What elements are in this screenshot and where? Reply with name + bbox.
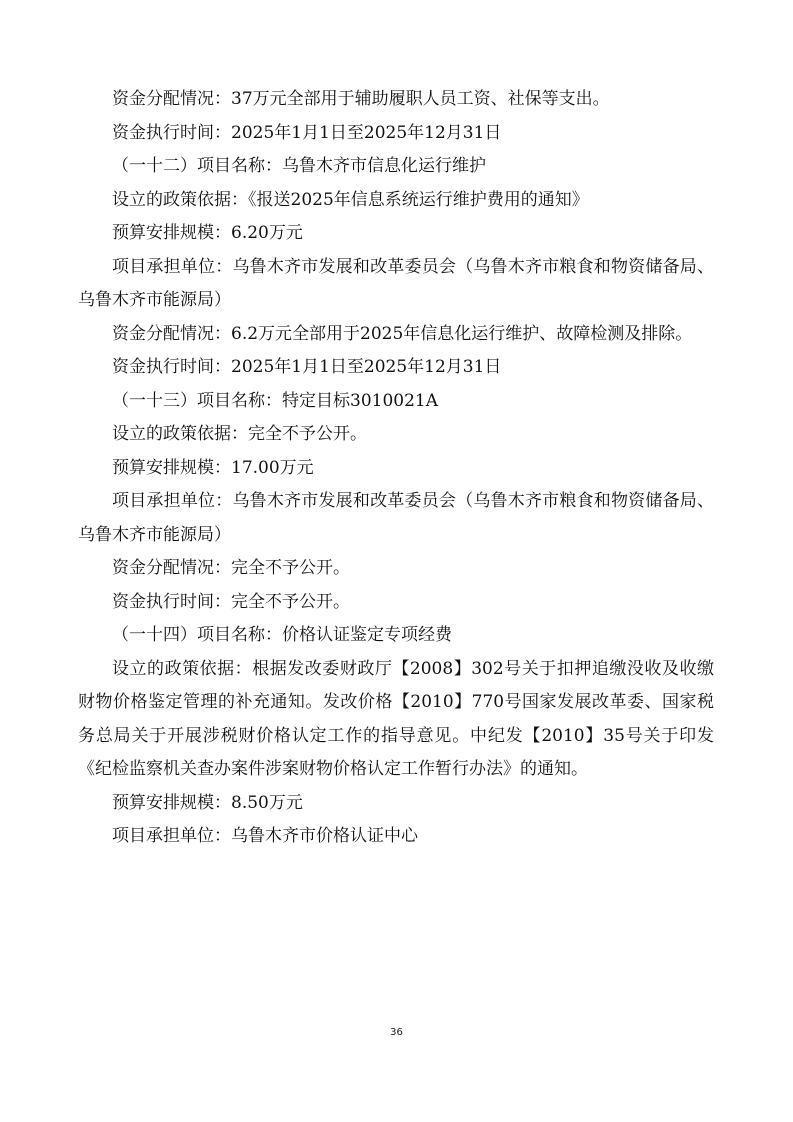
section-heading: （一十四）项目名称：价格认证鉴定专项经费 [112,625,452,645]
paragraph: 资金分配情况：6.2万元全部用于2025年信息化运行维护、故障检测及排除。 [112,323,693,344]
paragraph: 设立的政策依据：《报送2025年信息系统运行维护费用的通知》 [112,189,589,210]
paragraph: 设立的政策依据：完全不予公开。 [112,424,367,444]
paragraph: 项目承担单位：乌鲁木齐市发展和改革委员会（乌鲁木齐市粮食和物资储备局、乌鲁木齐市能源局） [78,491,714,545]
document-body [78,83,714,854]
page-number: 36 [390,1027,403,1038]
paragraph: 资金执行时间：完全不予公开。 [112,591,350,612]
section-heading: （一十三）项目名称：特定目标3010021A [112,390,438,411]
paragraph: 资金分配情况：完全不予公开。 [112,558,350,578]
paragraph: 预算安排规模：8.50万元 [112,792,303,813]
paragraph: 资金分配情况：37万元全部用于辅助履职人员工资、社保等支出。 [112,89,610,109]
paragraph: 预算安排规模：17.00万元 [112,457,314,478]
section-heading: （一十二）项目名称：乌鲁木齐市信息化运行维护 [112,156,486,176]
paragraph: 预算安排规模：6.20万元 [112,223,303,243]
paragraph: 资金执行时间：2025年1月1日至2025年12月31日 [112,357,502,377]
paragraph: 设立的政策依据：根据发改委财政厅【2008】302号关于扣押追缴没收及收缴财物价格鉴定管理的补充通知。发改价格【2010】770号国家发展改革委、国家税务总局关于开展涉税财价格认定工作的指导意见。中纪发【2010】35号关于印发《纪检监察机关查办案件涉案财物价格认定工作暂行办法》的通知。 [78,658,714,779]
paragraph: 项目承担单位：乌鲁木齐市价格认证中心 [112,826,418,846]
paragraph: 资金执行时间：2025年1月1日至2025年12月31日 [112,122,502,143]
paragraph: 项目承担单位：乌鲁木齐市发展和改革委员会（乌鲁木齐市粮食和物资储备局、乌鲁木齐市能源局） [78,256,714,310]
